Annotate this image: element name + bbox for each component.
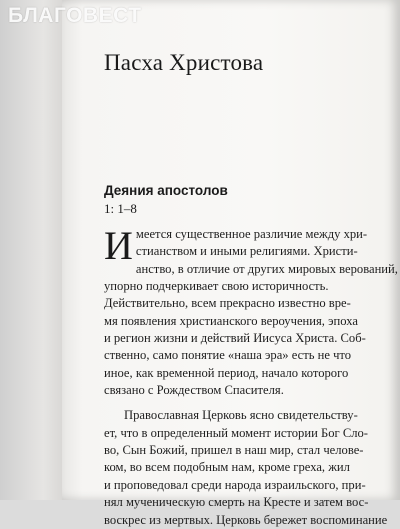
chapter-title: Пасха Христова [104,50,264,75]
text-line: анство, в отличие от других мировых верований, [135,261,398,276]
text-line: иное, как временной период, начало которого [104,365,349,380]
store-watermark: БЛАГОВЕСТ [8,4,142,27]
text-line: ет, что в определенный момент истории Бог Сло- [104,425,368,440]
text-line: Действительно, всем прекрасно известно вре- [104,296,351,311]
text-line: и проповедовал среди народа израильского, при- [104,477,366,492]
bleed-through-text [8,46,62,144]
section-heading: Деяния апостолов [104,183,228,198]
text-line: меется существенное различие между хри- [135,227,368,241]
left-page-edge [0,0,62,500]
paragraph-2 [104,407,388,528]
text-line: связано с Рождеством Спасителя. [104,383,284,398]
text-line: ственно, само понятие «наша эра» есть не что [104,348,352,363]
section-reference: 1: 1–8 [104,201,137,216]
text-line: нял мученическую смерть на Кресте и затем вос- [104,495,369,510]
text-line: Православная Церковь ясно свидетельству- [124,408,358,423]
paragraph-1 [104,223,398,399]
text-line: упорно подчеркивает свою историчность. [104,279,329,294]
text-line: воскрес из мертвых. Церковь бережет воспоминание [104,512,388,527]
text-line: мя появления христианского вероучения, эпоха [104,313,358,328]
text-line: и регион жизни и действий Иисуса Христа. Соб- [104,331,366,346]
text-line: стианством и иными религиями. Христи- [135,244,358,259]
body-text [104,223,398,529]
text-line: во, Сын Божий, пришел в наш мир, стал челове- [104,443,364,458]
text-line: ком, во всем подобным нам, кроме греха, жил [104,460,350,475]
drop-cap: И [104,223,133,268]
